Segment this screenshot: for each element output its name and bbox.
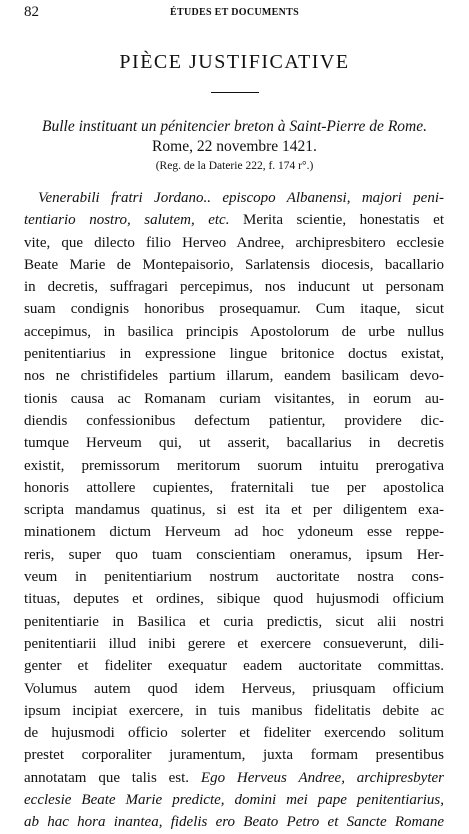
document-date: Rome, 22 novembre 1421. xyxy=(152,138,317,155)
italic-text: Ego Herveus Andree, archipresbyter xyxy=(200,769,445,786)
italic-text: ab hac hora inantea, fidelis ero Beato Petro et Sancte Romane xyxy=(24,814,444,831)
text-line xyxy=(24,410,444,432)
roman-text: ipsum incipiat exercere, in tuis manibus fidelitatis debite ac xyxy=(24,702,444,719)
roman-text: vite, que dilecto filio Herveo Andree, archipresbitero ecclesie xyxy=(24,234,444,251)
roman-text: minationem dictum Herveum ad hoc ydoneum esse reppe- xyxy=(24,524,444,541)
roman-text: penitentiarie in Basilica et curia predictis, sicut alii nostri xyxy=(24,613,444,630)
roman-text: tumque Herveum qui, ut asserit, bacallarius in decretis xyxy=(24,435,444,452)
text-line xyxy=(24,678,444,700)
text-line xyxy=(24,276,444,298)
italic-text: Venerabili fratri Jordano.. episcopo Albanensi, majori peni- xyxy=(38,190,444,206)
running-head: ÉTUDES ET DOCUMENTS xyxy=(170,7,299,18)
text-line xyxy=(24,298,444,320)
roman-text: accepimus, in basilica principis Apostolorum de urbe nullus xyxy=(24,323,444,340)
text-line xyxy=(24,254,444,276)
archive-reference: (Reg. de la Daterie 222, f. 174 r°.) xyxy=(155,160,314,172)
roman-text: veum in penitentiarium nostrum auctoritate nostra cons- xyxy=(24,569,444,586)
text-line xyxy=(24,767,444,789)
text-line xyxy=(24,544,444,566)
title-rule xyxy=(211,92,259,93)
text-line xyxy=(24,343,444,365)
roman-text: diendis confessionibus defectum patientur, providere dic- xyxy=(24,412,444,429)
italic-text: tentiario nostro, salutem, etc. xyxy=(24,212,230,229)
roman-text: Merita scientie, honestatis et xyxy=(229,212,444,229)
roman-text: Beate Marie de Montepaisorio, Sarlatensis diocesis, bacallario xyxy=(24,256,444,273)
text-line xyxy=(24,744,444,766)
roman-text: annotatam que talis est. xyxy=(24,769,201,786)
text-line xyxy=(24,566,444,588)
roman-text: reris, super quo tuam conscientiam oneramus, ipsum Her- xyxy=(24,546,444,563)
roman-text: tituas, deputes et ordines, sibique quod hujusmodi officium xyxy=(24,591,444,608)
section-title: PIÈCE JUSTIFICATIVE xyxy=(119,51,350,73)
roman-text: in decretis, suffragari percepimus, nos inducunt ut personam xyxy=(24,279,444,296)
text-line xyxy=(24,388,444,410)
text-line xyxy=(24,365,444,387)
text-line xyxy=(24,700,444,722)
page-number: 82 xyxy=(24,4,39,20)
text-line xyxy=(24,655,444,677)
text-line xyxy=(24,611,444,633)
roman-text: Volumus autem quod idem Herveus, priusquam officium xyxy=(24,680,444,697)
text-line xyxy=(24,722,444,744)
text-line xyxy=(24,477,444,499)
roman-text: existit, premissorum meritorum suorum intuitu prerogativa xyxy=(24,457,444,474)
text-line xyxy=(24,811,444,833)
roman-text: honoris attollere cupientes, fraternitali tue per apostolica xyxy=(24,479,444,496)
page-header xyxy=(0,4,469,24)
text-line xyxy=(24,789,444,811)
roman-text: genter et fideliter exequatur eadem auctoritate committas. xyxy=(24,658,444,675)
roman-text: prestet corporaliter juramentum, juxta formam presentibus xyxy=(24,747,444,764)
text-line xyxy=(24,209,444,231)
text-line xyxy=(24,588,444,610)
body-text xyxy=(24,187,444,834)
text-line xyxy=(24,187,444,209)
roman-text: penitentiarius in expressione lingue britonice doctus existat, xyxy=(24,346,444,363)
roman-text: suam condignis honoribus prosequamur. Cum itaque, sicut xyxy=(24,301,444,318)
roman-text: scripta mandamus quatinus, si est ita et per diligentem exa- xyxy=(24,502,444,519)
italic-text: ecclesie Beate Marie predicte, domini mei pape penitentiarius, xyxy=(24,792,444,809)
document-description: Bulle instituant un pénitencier breton à Saint-Pierre de Rome. xyxy=(42,118,427,135)
text-line xyxy=(24,499,444,521)
text-line xyxy=(24,232,444,254)
roman-text: penitentiarii illud inibi gerere et exercere consueverunt, dili- xyxy=(24,635,444,652)
roman-text: nos ne christifideles partium illarum, eandem basilicam devo- xyxy=(24,368,444,385)
text-line xyxy=(24,321,444,343)
text-line xyxy=(24,521,444,543)
roman-text: tionis causa ac Romanam curiam visitantes, in eorum au- xyxy=(24,390,444,407)
roman-text: de hujusmodi officio solerter et fideliter exercendo solitum xyxy=(24,725,444,742)
text-line xyxy=(24,633,444,655)
text-line xyxy=(24,455,444,477)
text-line xyxy=(24,432,444,454)
